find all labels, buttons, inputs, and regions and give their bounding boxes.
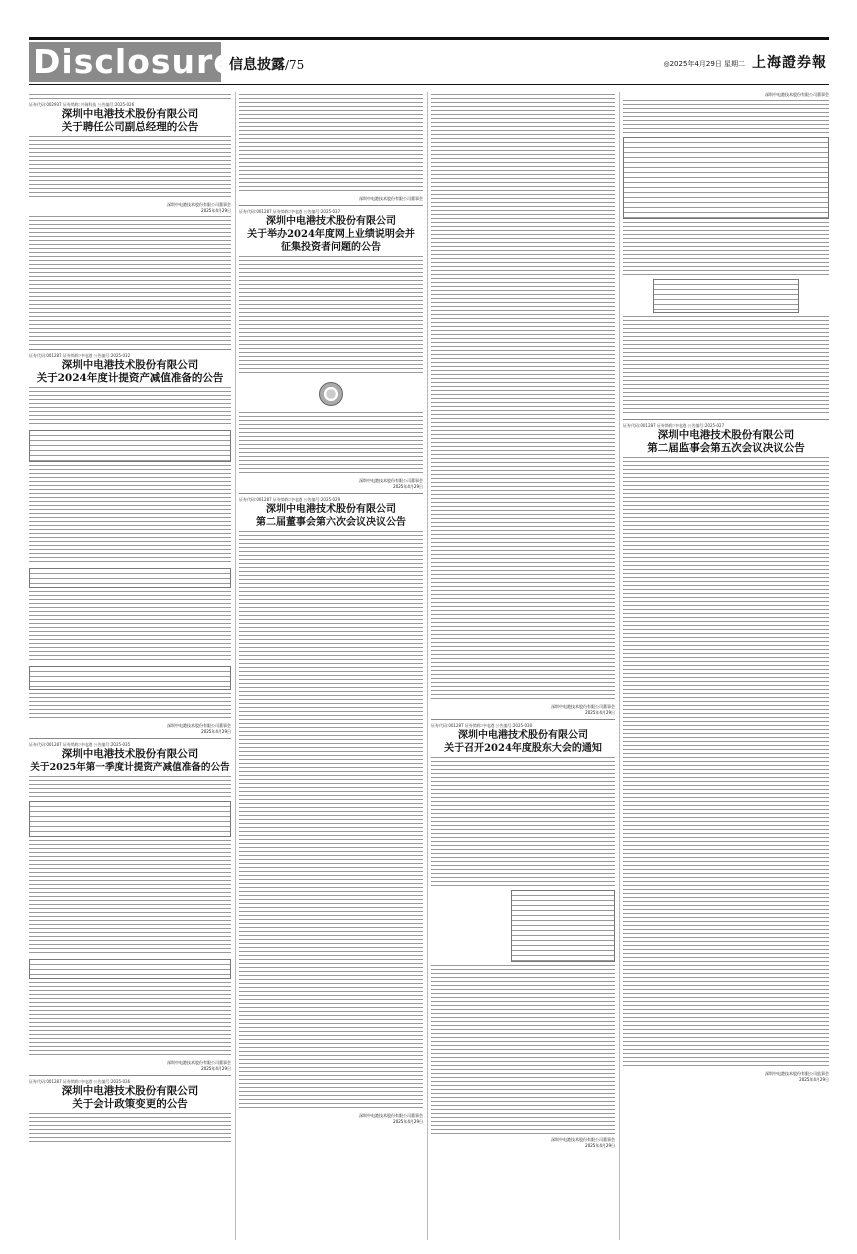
separator — [29, 1075, 231, 1076]
data-table — [29, 959, 231, 979]
notice-header: 证券代码:001287 证券简称:中电港 公告编号:2025-032 — [29, 353, 131, 358]
notice-company: 深圳中电港技术股份有限公司 — [266, 216, 396, 227]
text-block — [623, 316, 829, 416]
newspaper-name: 上海證券報 — [752, 55, 827, 71]
notice-date: 2025年4月29日 — [585, 710, 615, 715]
notice-sign: 深圳中电港技术股份有限公司董事会 — [551, 704, 615, 709]
notice-date: 2025年4月29日 — [799, 1077, 829, 1082]
notice-header: 证券代码:001287 证券简称:中电港 公告编号:2025-036 — [29, 1079, 131, 1084]
notice-company: 深圳中电港技术股份有限公司 — [657, 429, 795, 441]
text-block — [29, 465, 231, 565]
text-block — [29, 982, 231, 1058]
text-block — [239, 531, 423, 1111]
notice-company: 深圳中电港技术股份有限公司 — [266, 504, 396, 515]
column-2 — [239, 92, 423, 1125]
column-divider — [235, 92, 236, 1240]
notice-sign: 深圳中电港技术股份有限公司董事会 — [359, 478, 423, 483]
text-block — [29, 136, 231, 200]
column-3 — [431, 92, 615, 1149]
issue-date: ◎2025年4月29日 星期二 — [663, 60, 745, 68]
column-divider — [619, 92, 620, 1240]
notice-date: 2025年4月29日 — [201, 729, 231, 734]
company-logo — [319, 382, 343, 406]
notice-header: 证券代码:001287 证券简称:中电港 公告编号:2025-037 — [239, 209, 341, 214]
separator — [623, 419, 829, 420]
notice-title: 第二届董事会第六次会议决议公告 — [256, 517, 406, 528]
text-block — [239, 94, 423, 194]
masthead-rule — [29, 84, 829, 85]
text-block — [431, 757, 615, 887]
notice-title: 关于举办2024年度网上业绩说明会并征集投资者问题的公告 — [247, 229, 415, 253]
notice-title: 关于2024年度计提资产减值准备的公告 — [36, 372, 224, 384]
separator — [29, 738, 231, 739]
text-block — [29, 693, 231, 721]
data-table — [29, 568, 231, 588]
notice-date: 2025年4月29日 — [393, 484, 423, 489]
text-block — [29, 840, 231, 956]
text-block — [239, 256, 423, 376]
text-block — [29, 776, 231, 798]
notice-sign: 深圳中电港技术股份有限公司董事会 — [359, 196, 423, 201]
text-block — [29, 216, 231, 346]
notice-sign: 深圳中电港技术股份有限公司董事会 — [167, 1060, 231, 1065]
text-block — [623, 100, 829, 134]
notice-company: 深圳中电港技术股份有限公司 — [61, 1085, 199, 1097]
notice-sign: 深圳中电港技术股份有限公司董事会 — [167, 202, 231, 207]
notice-title: 关于召开2024年度股东大会的通知 — [444, 743, 602, 754]
text-block — [431, 965, 615, 1135]
column-4 — [623, 92, 829, 1083]
form-table — [653, 279, 799, 313]
text-block — [29, 591, 231, 663]
text-block — [623, 457, 829, 1069]
masthead — [29, 40, 829, 84]
notice-sign: 深圳中电港技术股份有限公司董事会 — [167, 723, 231, 728]
text-block — [29, 94, 231, 100]
separator — [239, 205, 423, 206]
notice-company: 深圳中电港技术股份有限公司 — [458, 730, 588, 741]
text-block — [239, 412, 423, 476]
text-block — [29, 1113, 231, 1145]
section-title — [229, 54, 304, 74]
notice-sign: 深圳中电港技术股份有限公司监事会 — [765, 1071, 829, 1076]
notice-company: 深圳中电港技术股份有限公司 — [61, 108, 199, 120]
section-brand: Disclosure — [29, 42, 221, 82]
notice-company: 深圳中电港技术股份有限公司 — [61, 359, 199, 371]
notice-header: 证券代码:001287 证券简称:中电港 公告编号:2025-035 — [29, 742, 131, 747]
proxy-table — [623, 137, 829, 219]
notice-title: 关于会计政策变更的公告 — [72, 1098, 188, 1110]
separator — [431, 719, 615, 720]
data-table — [29, 430, 231, 462]
notice-sign: 深圳中电港技术股份有限公司董事会 — [359, 1113, 423, 1118]
separator — [29, 349, 231, 350]
notice-title: 第二届监事会第五次会议决议公告 — [647, 442, 805, 454]
data-table — [29, 666, 231, 690]
notice-date: 2025年4月29日 — [393, 1119, 423, 1124]
notice-date: 2025年4月29日 — [201, 208, 231, 213]
section-name: 信息披露 — [229, 57, 285, 73]
data-table — [29, 801, 231, 837]
notice-sign: 深圳中电港技术股份有限公司董事会 — [551, 1137, 615, 1142]
notice-title: 关于聘任公司副总经理的公告 — [61, 121, 199, 133]
notice-header: 证券代码:001287 证券简称:中电港 公告编号:2025-027 — [623, 423, 725, 428]
column-divider — [427, 92, 428, 1240]
page-number: /75 — [285, 58, 305, 72]
column-1 — [29, 92, 231, 1147]
text-block — [29, 387, 231, 427]
notice-date: 2025年4月29日 — [585, 1143, 615, 1148]
notice-header: 证券代码:001287 证券简称:中电港 公告编号:2025-029 — [239, 497, 341, 502]
notice-header: 证券代码:002937 证券简称:兴瑞科技 公告编号:2025-026 — [29, 102, 135, 107]
separator — [239, 493, 423, 494]
text-block — [623, 222, 829, 276]
proposal-table — [511, 890, 615, 962]
notice-title: 关于2025年第一季度计提资产减值准备的公告 — [30, 762, 230, 773]
notice-header: 证券代码:001287 证券简称:中电港 公告编号:2025-030 — [431, 723, 533, 728]
notice-sign: 深圳中电港技术股份有限公司董事会 — [765, 92, 829, 97]
notice-date: 2025年4月29日 — [201, 1066, 231, 1071]
notice-company: 深圳中电港技术股份有限公司 — [61, 748, 199, 760]
text-block — [431, 94, 615, 702]
